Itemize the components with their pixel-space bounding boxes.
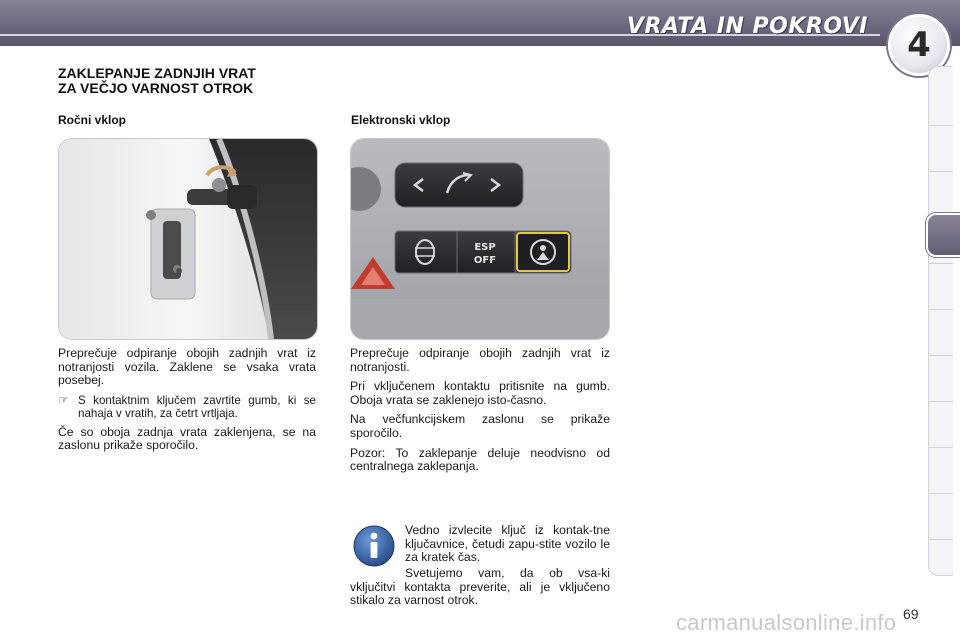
chapter-tab-active[interactable] — [926, 213, 960, 257]
tab-divider — [929, 355, 953, 356]
section-title-line1: ZAKLEPANJE ZADNJIH VRAT — [58, 65, 256, 81]
manual-text — [58, 347, 316, 459]
manual-bullet — [58, 394, 316, 420]
electronic-heading: Elektronski vklop — [351, 113, 451, 127]
electronic-paragraph: Preprečuje odpiranje obojih zadnjih vrat iz notranjosti. — [350, 346, 610, 374]
manual-heading: Ročni vklop — [58, 113, 127, 127]
esp-label-bottom: OFF — [473, 255, 497, 266]
tab-divider — [929, 447, 953, 448]
chapter-number-badge: 4 — [888, 14, 950, 76]
manual-bullet-text: S kontaktnim ključem zavrtite gumb, ki se nahaja v vratih, za četrt vrtljaja. — [78, 393, 316, 420]
electronic-paragraph: Pozor: To zaklepanje deluje neodvisno od centralnega zaklepanja. — [350, 445, 610, 474]
esp-label-top: ESP — [474, 242, 496, 253]
manual-paragraph: Če so oboja zadnja vrata zaklenjena, se na zaslonu prikaže sporočilo. — [58, 424, 316, 453]
chapter-tab-rail — [928, 66, 953, 576]
info-icon — [352, 524, 396, 568]
electronic-paragraph: Na večfunkcijskem zaslonu se prikaže sporočilo. — [350, 412, 610, 440]
section-title-line2: ZA VEČJO VARNOST OTROK — [58, 80, 254, 96]
info-text-top — [405, 524, 610, 571]
info-text-bottom — [350, 567, 610, 614]
tab-divider — [929, 539, 953, 540]
hand-pointer-icon: ☞ — [58, 393, 69, 407]
manual-paragraph: Preprečuje odpiranje obojih zadnjih vrat iz notranjosti vozila. Zaklene se vsaka vrata posebej. — [58, 346, 316, 388]
dashboard-switch-photo — [350, 138, 610, 340]
chapter-title: VRATA IN POKROVI — [626, 14, 868, 39]
tab-divider — [929, 125, 953, 126]
watermark: carmanualsonline.info — [676, 610, 897, 635]
page-number: 69 — [903, 606, 919, 622]
tab-divider — [929, 171, 953, 172]
door-lock-photo — [58, 138, 318, 340]
electronic-paragraph: Pri vključenem kontaktu pritisnite na gumb. Oboja vrata se zaklenejo isto-časno. — [350, 379, 610, 407]
tab-divider — [929, 309, 953, 310]
info-paragraph: Vedno izvlecite ključ iz kontak-tne ključavnice, četudi zapu-stite vozilo le za kratek čas. — [405, 523, 610, 565]
electronic-text — [350, 347, 610, 480]
tab-divider — [929, 493, 953, 494]
info-paragraph: Svetujemo vam, da ob vsa-ki vključitvi kontakta preverite, ali je vključeno stikalo za varnost otrok. — [350, 566, 610, 608]
section-title — [58, 66, 358, 96]
tab-divider — [929, 401, 953, 402]
tab-divider — [929, 263, 953, 264]
